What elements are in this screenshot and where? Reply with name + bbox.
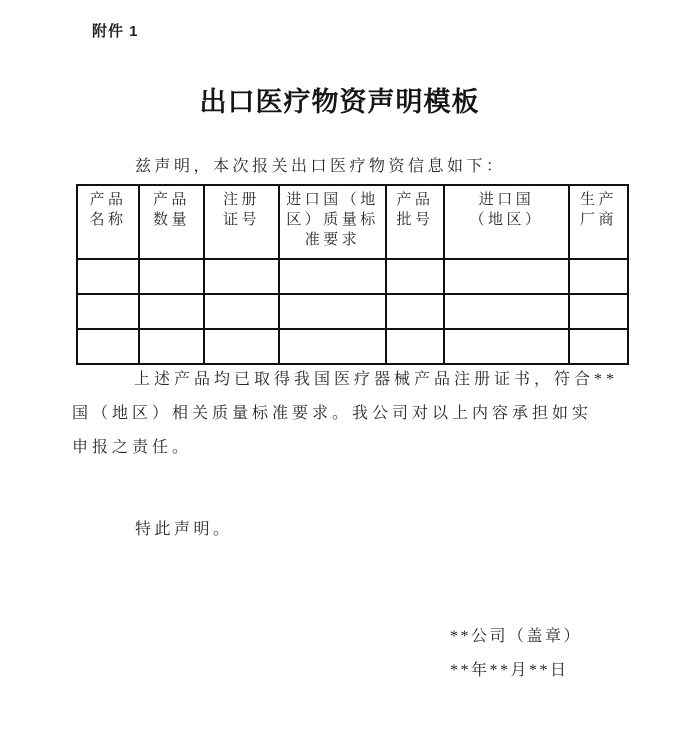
table-cell (77, 259, 139, 294)
table-header-product-quantity (139, 185, 204, 259)
declaration-line: 国（地区）相关质量标准要求。我公司对以上内容承担如实 (72, 405, 593, 422)
table-header-product-name (77, 185, 139, 259)
table-cell (279, 329, 386, 364)
table-cell (279, 259, 386, 294)
header-line: 厂商 (579, 212, 617, 228)
header-line: 准要求 (304, 232, 361, 248)
table-header-registration-number (204, 185, 279, 259)
table-cell (204, 294, 279, 329)
table-cell (77, 294, 139, 329)
table-header-manufacturer (569, 185, 628, 259)
table-cell (204, 259, 279, 294)
intro-line: 兹声明，本次报关出口医疗物资信息如下： (135, 158, 506, 175)
table-cell (139, 329, 204, 364)
header-line: 批号 (396, 212, 434, 228)
header-line: 证号 (222, 212, 260, 228)
signature-date-line: **年**月**日 (450, 662, 569, 679)
table-header-row (77, 185, 628, 259)
table-cell (386, 294, 444, 329)
header-line: 名称 (89, 212, 127, 228)
table-row (77, 259, 628, 294)
header-line: 区）质量标 (286, 212, 379, 228)
header-line: 注册 (222, 192, 260, 208)
attachment-label: 附件 1 (92, 23, 139, 40)
table-cell (386, 329, 444, 364)
table-row (77, 329, 628, 364)
signature-company-line: **公司（盖章） (450, 628, 583, 645)
document-title: 出口医疗物资声明模板 (199, 87, 480, 117)
table-cell (444, 329, 569, 364)
header-line: 进口国 (478, 192, 535, 208)
table-cell (386, 259, 444, 294)
header-line: 产品 (152, 192, 190, 208)
header-line: 产品 (396, 192, 434, 208)
table-header-import-country-quality-standard (279, 185, 386, 259)
table-cell (279, 294, 386, 329)
table-cell (444, 259, 569, 294)
declaration-paragraph (72, 363, 632, 465)
table-cell (569, 294, 628, 329)
table-header-product-batch (386, 185, 444, 259)
header-line: 生产 (579, 192, 617, 208)
table-cell (77, 329, 139, 364)
table-cell (444, 294, 569, 329)
table-header-import-country (444, 185, 569, 259)
header-line: 数量 (152, 212, 190, 228)
signature-block (450, 620, 582, 688)
closing-line: 特此声明。 (135, 521, 233, 538)
table-cell (204, 329, 279, 364)
table-cell (139, 294, 204, 329)
table-cell (139, 259, 204, 294)
table-cell (569, 259, 628, 294)
header-line: 进口国（地 (286, 192, 379, 208)
table-row (77, 294, 628, 329)
header-line: 产品 (89, 192, 127, 208)
header-line: （地区） (469, 212, 544, 228)
table-cell (569, 329, 628, 364)
declaration-line: 申报之责任。 (72, 439, 193, 456)
declaration-line: 上述产品均已取得我国医疗器械产品注册证书，符合** (134, 371, 619, 388)
products-table (76, 184, 629, 365)
